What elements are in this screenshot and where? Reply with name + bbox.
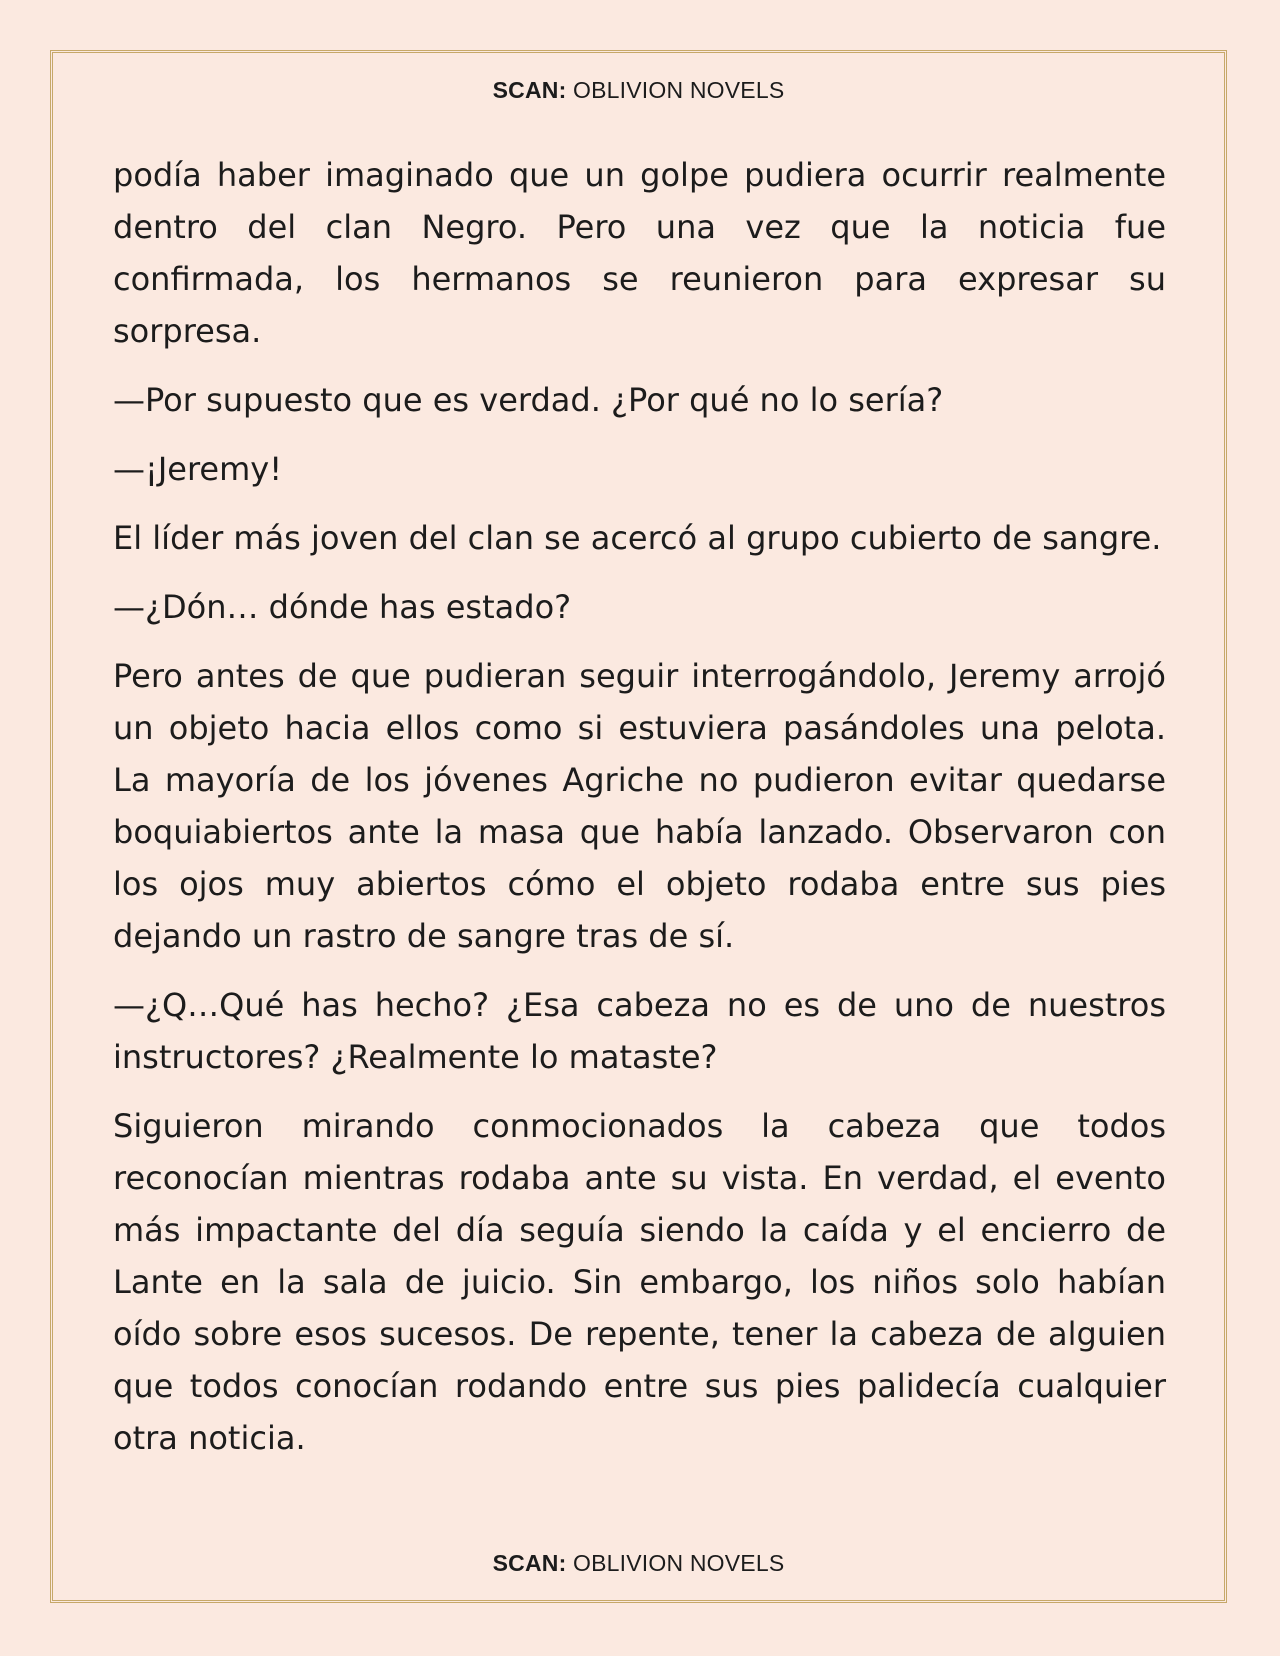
paragraph: —¿Q…Qué has hecho? ¿Esa cabeza no es de uno de nuestros instructores? ¿Realmente lo mataste? xyxy=(113,986,1166,1076)
header-scan-label: SCAN: xyxy=(492,77,567,103)
paragraph: El líder más joven del clan se acercó al grupo cubierto de sangre. xyxy=(113,519,1162,557)
paragraph: —¡Jeremy! xyxy=(113,450,283,488)
paragraph: podía haber imaginado que un golpe pudiera ocurrir realmente dentro del clan Negro. Pero una vez que la noticia fue confirmada, los hermanos se reunieron para expresar su sorpresa. xyxy=(113,156,1166,350)
header-scan-group: OBLIVION NOVELS xyxy=(573,77,785,103)
page-footer xyxy=(50,1550,1227,1577)
paragraph: Siguieron mirando conmocionados la cabeza que todos reconocían mientras rodaba ante su vista. En verdad, el evento más impactante del día seguía siendo la caída y el encierro de Lante en la sala de juicio. Sin embargo, los niños solo habían oído sobre esos sucesos. De repente, tener la cabeza de alguien que todos conocían rodando entre sus pies palidecía cualquier otra noticia. xyxy=(113,1107,1166,1457)
paragraph: —Por supuesto que es verdad. ¿Por qué no lo sería? xyxy=(113,381,944,419)
page-header xyxy=(50,77,1227,104)
body-text xyxy=(113,149,1166,1481)
footer-scan-label: SCAN: xyxy=(492,1550,567,1576)
footer-scan-group: OBLIVION NOVELS xyxy=(573,1550,785,1576)
paragraph: Pero antes de que pudieran seguir interrogándolo, Jeremy arrojó un objeto hacia ellos como si estuviera pasándoles una pelota. La mayoría de los jóvenes Agriche no pudieron evitar quedarse boquiabiertos ante la masa que había lanzado. Observaron con los ojos muy abiertos cómo el objeto rodaba entre sus pies dejando un rastro de sangre tras de sí. xyxy=(113,657,1166,955)
paragraph: —¿Dón… dónde has estado? xyxy=(113,588,572,626)
